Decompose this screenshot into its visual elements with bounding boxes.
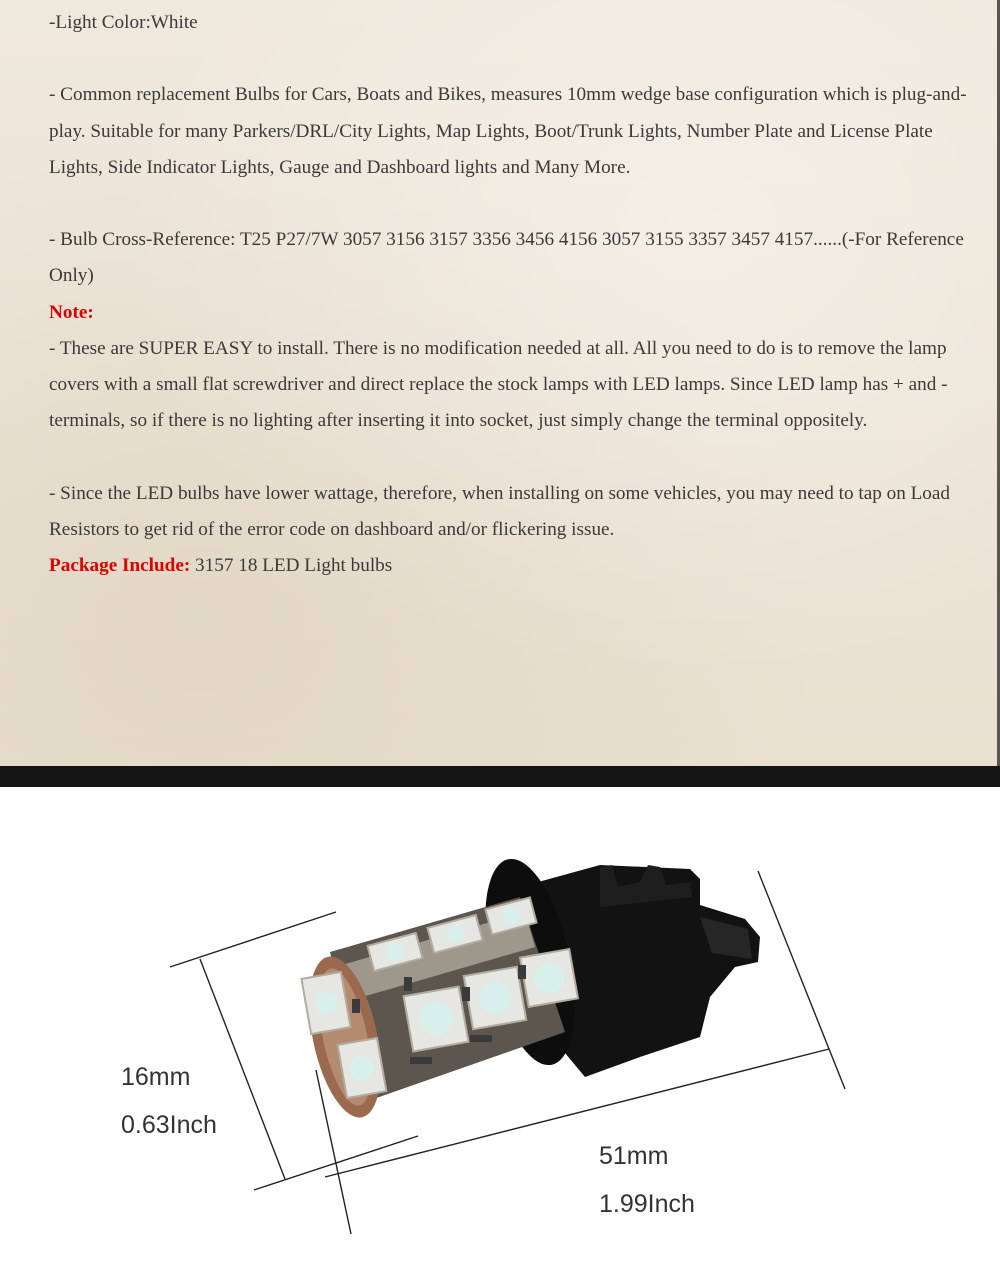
product-image-section bbox=[0, 787, 1000, 1288]
replacement-paragraph: - Common replacement Bulbs for Cars, Boats and Bikes, measures 10mm wedge base configuration which is plug-and-play. Suitable for many Parkers/DRL/City Lights, Map Lights, Boot/Trunk Lights, Number Plate and License Plate Lights, Side Indicator Lights, Gauge and Dashboard lights and Many More. bbox=[49, 84, 967, 178]
package-label: Package Include: bbox=[49, 555, 191, 576]
length-mm-label: 51mm bbox=[599, 1142, 669, 1170]
cross-reference-paragraph: - Bulb Cross-Reference: T25 P27/7W 3057 3156 3157 3356 3456 4156 3057 3155 3357 3457 4157......(-For Reference Only) bbox=[49, 229, 964, 287]
length-inch-label: 1.99Inch bbox=[599, 1190, 695, 1218]
diameter-inch-label: 0.63Inch bbox=[121, 1111, 217, 1139]
wattage-paragraph: - Since the LED bulbs have lower wattage, therefore, when installing on some vehicles, you may need to tap on Load Resistors to get rid of the error code on dashboard and/or flickering issue. bbox=[49, 482, 951, 540]
package-value: 3157 18 LED Light bulbs bbox=[190, 555, 393, 576]
install-paragraph: - These are SUPER EASY to install. There is no modification needed at all. All you need to do is to remove the lamp covers with a small flat screwdriver and direct replace the stock lamps with LED lamps. Since LED lamp has + and - terminals, so if there is no lighting after inserting it into socket, just simply change the terminal oppositely. bbox=[49, 337, 948, 432]
light-color-line: -Light Color:White bbox=[49, 12, 198, 33]
note-label: Note: bbox=[49, 301, 94, 323]
diameter-mm-label: 16mm bbox=[121, 1063, 191, 1091]
section-divider bbox=[0, 766, 1000, 787]
bulb-dimension-diagram bbox=[0, 787, 1000, 1288]
diameter-extension-top bbox=[170, 912, 336, 967]
led-bulb-image bbox=[297, 851, 760, 1124]
diameter-dimension-line bbox=[200, 959, 285, 1179]
description-text bbox=[49, 5, 984, 584]
package-line bbox=[49, 548, 984, 584]
